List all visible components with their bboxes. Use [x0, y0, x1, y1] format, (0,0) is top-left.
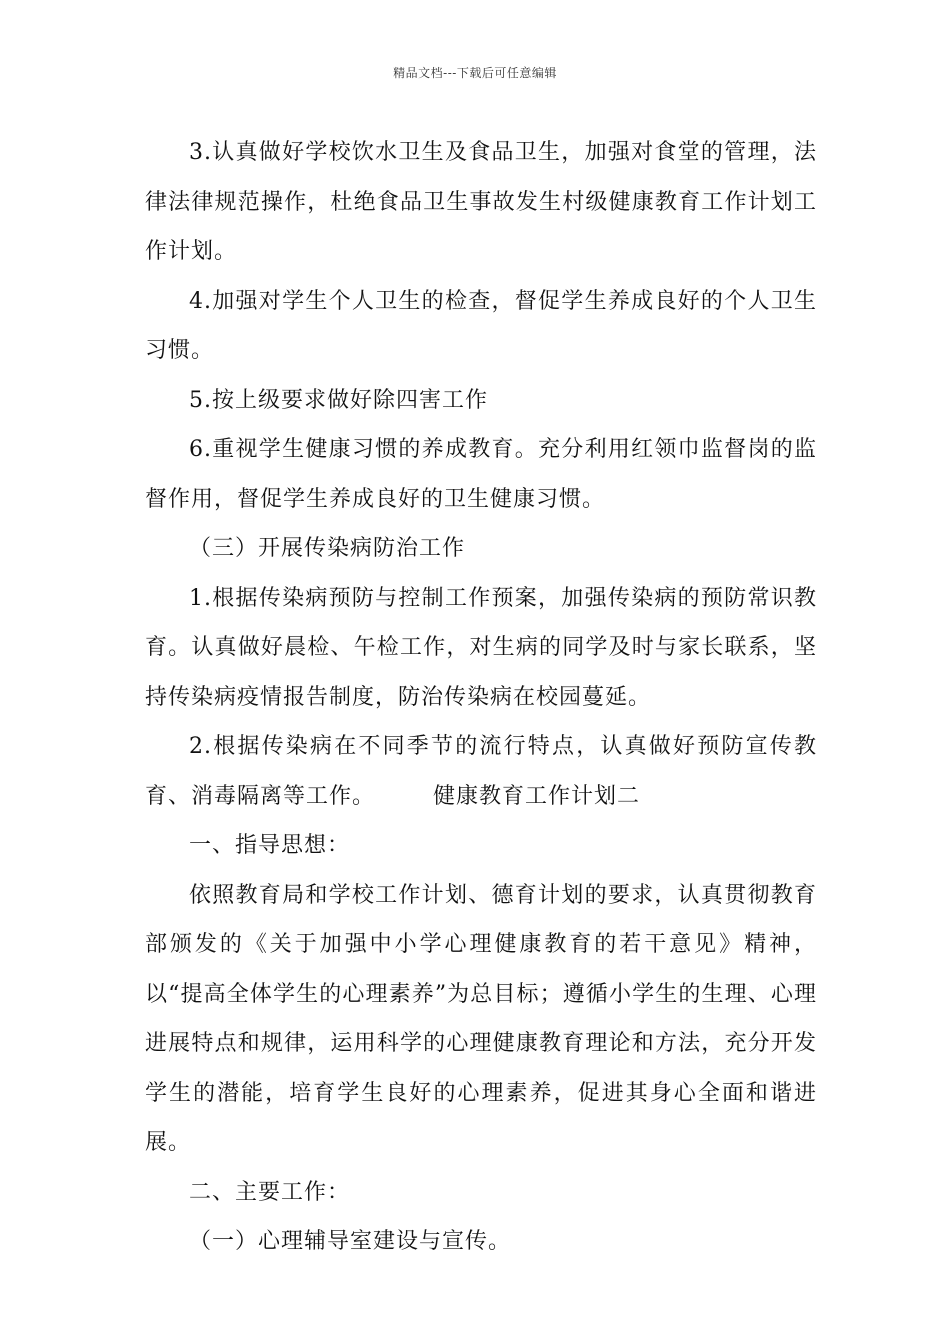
paragraph-item-4: 4.加强对学生个人卫生的检查，督促学生养成良好的个人卫生习惯。	[145, 288, 817, 363]
section-heading-three: （三）开展传染病防治工作	[189, 536, 466, 561]
paragraph-item-5: 5.按上级要求做好除四害工作	[189, 387, 488, 413]
plan-two-title: 健康教育工作计划二	[433, 783, 641, 809]
heading-guiding-thought: 一、指导思想：	[189, 833, 351, 858]
paragraph-item-3: 3.认真做好学校饮水卫生及食品卫生，加强对食堂的管理，法律法律规范操作，杜绝食品卫生事故发生村级健康教育工作计划工作计划。	[145, 140, 817, 264]
heading-main-work: 二、主要工作：	[189, 1179, 351, 1205]
document-body	[145, 128, 817, 1267]
paragraph-guiding-thought: 依照教育局和学校工作计划、德育计划的要求，认真贯彻教育部颁发的《关于加强中小学心理健康教育的若干意见》精神，以“提高全体学生的心理素养”为总目标；遵循小学生的生理、心理进展特点和规律，运用科学的心理健康教育理论和方法，充分开发学生的潜能，培育学生良好的心理素养，促进其身心全面和谐进展。	[145, 882, 817, 1155]
paragraph-disease-2-text: 2.根据传染病在不同季节的流行特点，认真做好预防宣传教育、消毒隔离等工作。	[145, 734, 817, 809]
paragraph-item-6: 6.重视学生健康习惯的养成教育。充分利用红领巾监督岗的监督作用，督促学生养成良好的卫生健康习惯。	[145, 437, 817, 512]
paragraph-disease-2	[145, 722, 817, 821]
page-header: 精品文档---下载后可任意编辑	[393, 66, 557, 80]
paragraph-disease-1: 1.根据传染病预防与控制工作预案，加强传染病的预防常识教育。认真做好晨检、午检工作，对生病的同学及时与家长联系，坚持传染病疫情报告制度，防治传染病在校园蔓延。	[145, 585, 817, 710]
heading-counseling-room: （一）心理辅导室建设与宣传。	[189, 1229, 512, 1254]
